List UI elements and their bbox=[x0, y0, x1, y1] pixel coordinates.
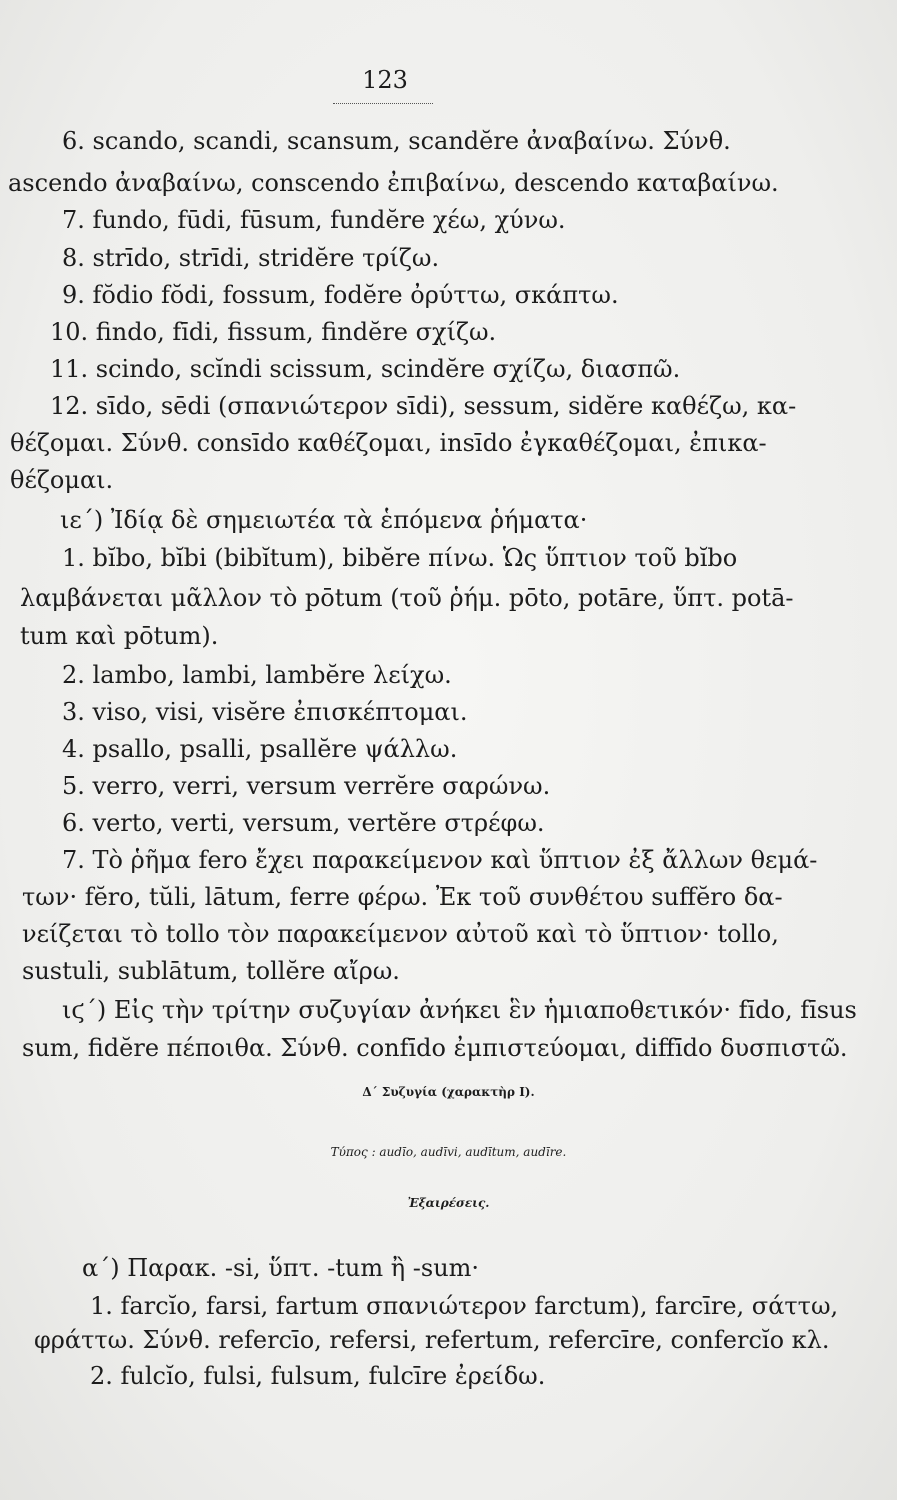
text-line: λαμβάνεται μᾶλλον τὸ pōtum (τοῦ ῥήμ. pōto, potāre, ὕπτ. potā- bbox=[20, 584, 794, 612]
text-line: θέζομαι. Σύνθ. consīdo καθέζομαι, insīdo ἐγκαθέζομαι, ἐπικα- bbox=[10, 429, 767, 457]
text-line: 2. lambo, lambi, lambĕre λείχω. bbox=[62, 661, 452, 689]
text-line: νείζεται τὸ tollo τὸν παρακείμενον αὐτοῦ καὶ τὸ ὕπτιον· tollo, bbox=[22, 920, 779, 948]
text-line: ascendo ἀναβαίνω, conscendo ἐπιβαίνω, descendo καταβαίνω. bbox=[8, 169, 779, 197]
text-line: 6. scando, scandi, scansum, scandĕre ἀναβαίνω. Σύνθ. bbox=[62, 127, 731, 155]
text-line: 1. bĭbo, bĭbi (bibĭtum), bibĕre πίνω. Ὡς ὕπτιον τοῦ bĭbo bbox=[62, 544, 738, 572]
text-line: 6. verto, verti, versum, vertĕre στρέφω. bbox=[62, 809, 545, 837]
text-line: tum καὶ pōtum). bbox=[20, 622, 219, 650]
text-line: α΄) Παρακ. -si, ὕπτ. -tum ἢ -sum· bbox=[82, 1254, 480, 1282]
text-line: 7. fundo, fūdi, fūsum, fundĕre χέω, χύνω. bbox=[62, 206, 566, 234]
text-line: 5. verro, verri, versum verrĕre σαρώνω. bbox=[62, 772, 551, 800]
text-line: sustuli, sublātum, tollĕre αἴρω. bbox=[22, 957, 400, 985]
text-line: 3. viso, visi, visĕre ἐπισκέπτομαι. bbox=[62, 698, 468, 726]
exceptions-title: Ἐξαιρέσεις. bbox=[407, 1196, 490, 1210]
text-line: 9. fŏdio fŏdi, fossum, fodĕre ὀρύττω, σκάπτω. bbox=[62, 281, 619, 309]
section-heading: Δ΄ Συζυγία (χαρακτὴρ I). bbox=[362, 1085, 535, 1099]
text-line: φράττω. Σύνθ. refercīo, refersi, refertum, refercīre, confercĭo κλ. bbox=[34, 1326, 830, 1354]
text-line: sum, fidĕre πέποιθα. Σύνθ. confīdo ἐμπιστεύομαι, diffīdo δυσπιστῶ. bbox=[22, 1034, 848, 1062]
type-line: Τύπος : audīo, audīvi, audītum, audīre. bbox=[330, 1145, 567, 1159]
header-rule bbox=[333, 103, 433, 104]
page-number: 123 bbox=[362, 66, 408, 94]
text-line: ιε΄) Ἰδίᾳ δὲ σημειωτέα τὰ ἑπόμενα ῥήματα· bbox=[60, 506, 588, 534]
text-line: θέζομαι. bbox=[10, 466, 114, 494]
text-line: 11. scindo, scĭndi scissum, scindĕre σχίζω, διασπῶ. bbox=[50, 355, 681, 383]
text-line: ιϛ΄) Εἰς τὴν τρίτην συζυγίαν ἀνήκει ἓν ἡμιαποθετικόν· fīdo, fīsus bbox=[62, 996, 857, 1024]
text-line: 8. strīdo, strīdi, stridĕre τρίζω. bbox=[62, 244, 440, 272]
text-line: 4. psallo, psalli, psallĕre ψάλλω. bbox=[62, 735, 458, 763]
text-line: 7. Τὸ ῥῆμα fero ἔχει παρακείμενον καὶ ὕπτιον ἐξ ἄλλων θεμά- bbox=[62, 846, 818, 874]
text-line: 2. fulcĭo, fulsi, fulsum, fulcīre ἐρείδω. bbox=[90, 1362, 546, 1390]
text-line: 12. sīdo, sēdi (σπανιώτερον sīdi), sessum, sidĕre καθέζω, κα- bbox=[50, 392, 797, 420]
text-line: 1. farcĭo, farsi, fartum σπανιώτερον farctum), farcīre, σάττω, bbox=[90, 1292, 839, 1320]
text-line: των· fĕro, tŭli, lātum, ferre φέρω. Ἐκ τοῦ συνθέτου suffĕro δα- bbox=[22, 883, 783, 911]
text-line: 10. findo, fīdi, fissum, findĕre σχίζω. bbox=[50, 318, 497, 346]
